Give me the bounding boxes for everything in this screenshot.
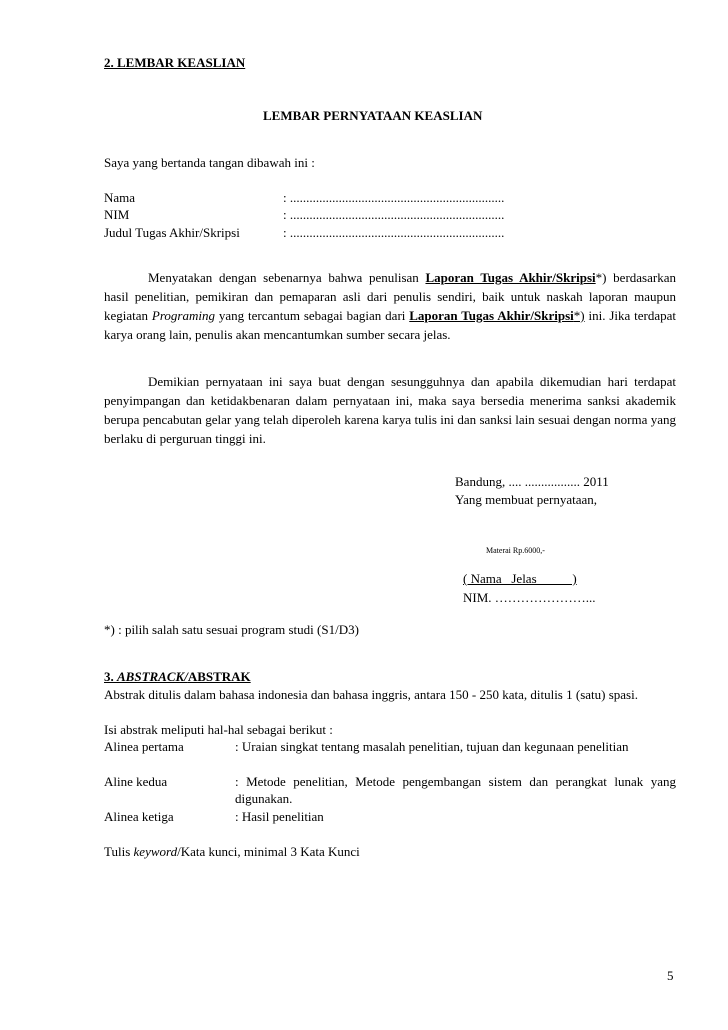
signer-name	[463, 570, 577, 587]
section-2-heading: 2. LEMBAR KEASLIAN	[104, 55, 246, 70]
section-3-heading-italic: ABSTRACK/	[117, 669, 188, 684]
p1-report-title: Laporan Tugas Akhir/Skripsi	[425, 270, 596, 285]
p1-programing: Programing	[151, 308, 215, 323]
kw-text: Tulis	[104, 844, 134, 859]
signer-name-text: ( Nama Jelas )	[463, 571, 577, 586]
item-value: : Metode penelitian, Metode pengembangan sistem dan perangkat lunak yang digunakan.	[235, 774, 676, 806]
p1-text: ini. Jika terdapat karya orang lain, penulis akan mencantumkan sumber secara jelas.	[104, 308, 676, 342]
footnote: *) : pilih salah satu sesuai program studi (S1/D3)	[104, 622, 359, 637]
abstract-line-2: Isi abstrak meliputi hal-hal sebagai berikut :	[104, 722, 333, 737]
made-by-label: Yang membuat pernyataan,	[455, 492, 598, 507]
statement-title: LEMBAR PERNYATAAN KEASLIAN	[263, 108, 483, 123]
intro-text: Saya yang bertanda tangan dibawah ini :	[104, 155, 315, 170]
field-value: : ..................................................................	[283, 190, 505, 205]
p1-text: Menyatakan dengan sebenarnya bahwa penulisan	[148, 270, 426, 285]
item-label: Aline kedua	[104, 774, 168, 789]
abstract-line-1: Abstrak ditulis dalam bahasa indonesia dan bahasa inggris, antara 150 - 250 kata, ditulis 1 (satu) spasi.	[104, 687, 638, 702]
p2-text: Demikian pernyataan ini saya buat dengan sesungguhnya dan apabila dikemudian hari terdapat penyimpangan dan ketidakbenaran dalam pernyataan ini, maka saya bersedia menerima sanksi akademik berupa pencabutan gelar yang telah diperoleh karena karya tulis ini dan sanksi lain sesuai dengan norma yang berlaku di perguruan tinggi ini.	[104, 374, 676, 446]
p1-text: yang tercantum sebagai bagian dari	[214, 308, 410, 323]
keyword-instruction	[104, 843, 360, 860]
p1-text: *) berdasarkan hasil penelitian, pemikiran dan pemaparan asli dari penulis sendiri, baik untuk naskah laporan maupun kegiatan	[104, 270, 676, 323]
section-3-number: 3.	[104, 669, 117, 684]
field-label: NIM	[104, 207, 130, 222]
section-3-heading-rest: ABSTRAK	[187, 669, 251, 684]
item-label: Alinea pertama	[104, 739, 184, 754]
place-date: Bandung, .... ................. 2011	[455, 474, 609, 489]
signer-nim: NIM. …………………...	[463, 590, 596, 605]
stamp-duty-text: Materai Rp.6000,-	[486, 546, 545, 555]
item-value: : Hasil penelitian	[235, 809, 324, 824]
p1-asterisk: *)	[573, 308, 585, 323]
kw-text: /Kata kunci, minimal 3 Kata Kunci	[177, 844, 360, 859]
field-value: : ..................................................................	[283, 207, 505, 222]
p1-report-title: Laporan Tugas Akhir/Skripsi	[409, 308, 574, 323]
kw-keyword: keyword	[133, 844, 178, 859]
item-label: Alinea ketiga	[104, 809, 174, 824]
field-value: : ..................................................................	[283, 225, 505, 240]
statement-paragraph-2	[104, 372, 676, 448]
statement-paragraph-1	[104, 268, 676, 344]
item-value: : Uraian singkat tentang masalah penelitian, tujuan dan kegunaan penelitian	[235, 739, 629, 754]
field-label: Nama	[104, 190, 136, 205]
field-label: Judul Tugas Akhir/Skripsi	[104, 225, 240, 240]
section-3-heading	[104, 668, 251, 685]
page-number: 5	[667, 968, 674, 983]
